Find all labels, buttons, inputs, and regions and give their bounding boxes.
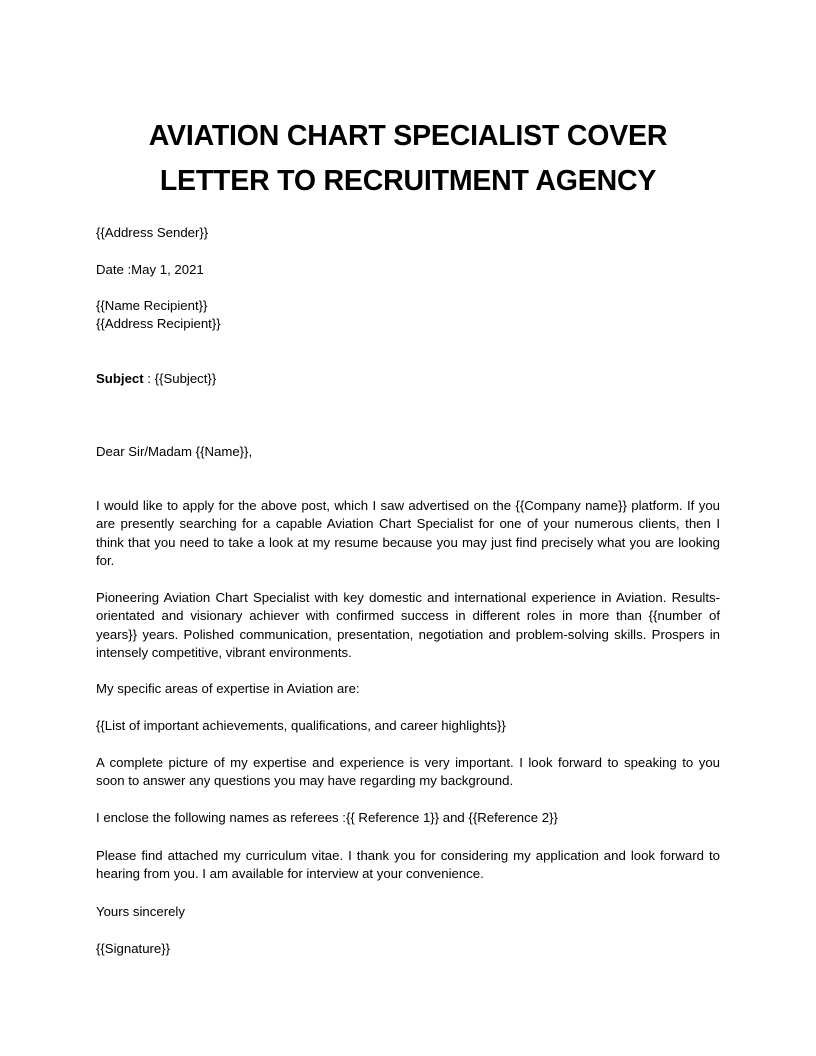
address-sender: {{Address Sender}}	[96, 225, 209, 240]
name-recipient: {{Name Recipient}}	[96, 298, 208, 313]
subject-value: : {{Subject}}	[143, 371, 217, 386]
expertise-intro: My specific areas of expertise in Aviation are:	[96, 681, 360, 696]
paragraph-intro: I would like to apply for the above post, which I saw advertised on the {{Company name}} platform. If you are presently searching for a capable Aviation Chart Specialist for one of your numerous clients, then I think that you need to take a look at my resume because you may just find precisely what you are looking for.	[96, 498, 720, 568]
letter-date: Date :May 1, 2021	[96, 262, 204, 277]
title-line-1: AVIATION CHART SPECIALIST COVER	[148, 120, 668, 152]
paragraph-closing: Please find attached my curriculum vitae. I thank you for considering my application and look forward to hearing from you. I am available for interview at your convenience.	[96, 848, 720, 882]
document-title	[96, 114, 720, 204]
salutation: Dear Sir/Madam {{Name}},	[96, 444, 253, 459]
subject-line	[96, 370, 720, 388]
address-recipient: {{Address Recipient}}	[96, 316, 221, 331]
signature-placeholder: {{Signature}}	[96, 941, 171, 956]
title-line-2: LETTER TO RECRUITMENT AGENCY	[159, 165, 657, 197]
achievements-placeholder: {{List of important achievements, qualifications, and career highlights}}	[96, 718, 506, 733]
closing-line: Yours sincerely	[96, 904, 185, 919]
paragraph-profile: Pioneering Aviation Chart Specialist with key domestic and international experience in Aviation. Results-orientated and visionary achiever with confirmed success in different roles in more than {{number of years}} years. Polished communication, presentation, negotiation and problem-solving skills. Prospers in intensely competitive, vibrant environments.	[96, 590, 720, 660]
subject-label: Subject	[96, 371, 144, 386]
paragraph-expertise: A complete picture of my expertise and experience is very important. I look forward to speaking to you soon to answer any questions you may have regarding my background.	[96, 755, 720, 789]
referees-line: I enclose the following names as referees :{{ Reference 1}} and {{Reference 2}}	[96, 810, 558, 825]
